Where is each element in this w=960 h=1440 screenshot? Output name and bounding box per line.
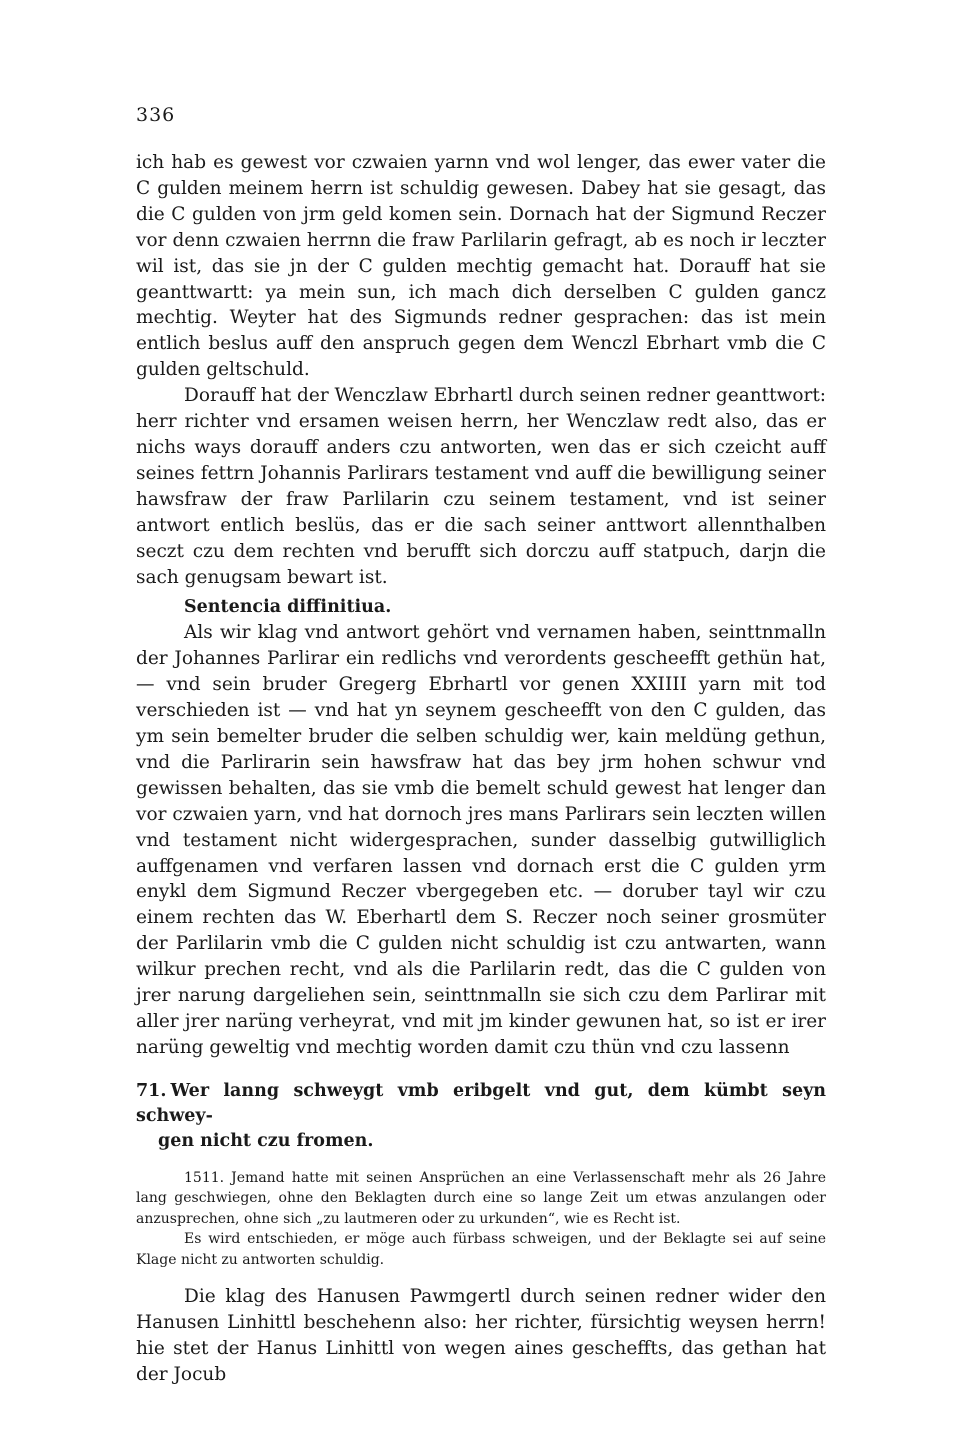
section-heading bbox=[136, 1079, 826, 1154]
body-text bbox=[136, 150, 826, 1388]
paragraph-answer: Dorauff hat der Wenczlaw Ebrhartl durch seinen redner geanttwort: herr richter vnd ersamen weisen herrn, her Wenczlaw redt also, das er nichs ways dorauff anders czu antworten, wen das er sich czeicht auff seines fettrn Johannis Parlirars testament vnd auff die bewilligung seiner hawsfraw der fraw Parlilarin czu seinem testament, vnd ist seiner antwort entlich beslüs, das er die sach seiner anttwort allennthalben seczt czu dem rechten vnd berufft sich dorczu auff statpuch, darjn die sach genugsam bewart ist. bbox=[136, 385, 826, 588]
summary-facts: 1511. Jemand hatte mit seinen Ansprüchen an eine Verlassenschaft mehr als 26 Jahre lang geschwiegen, ohne den Beklagten durch eine so lange Zeit um etwas anzulangen oder anzusprechen, ohne sich „zu lautmeren oder zu urkunden“, wie es Recht ist. bbox=[136, 1169, 826, 1227]
paragraph-continuation: ich hab es gewest vor czwaien yarnn vnd wol lenger, das ewer vater die C gulden meinem herrn ist schuldig gewesen. Dabey hat sie gesagt, das die C gulden von jrm geld komen sein. Dornach hat der Sigmund Reczer vor denn czwaien herrnn die fraw Parlilarin gefragt, ab es noch ir leczter wil ist, das sie jn der C gulden mechtig gemacht hat. Dorauff hat sie geanttwartt: ya mein sun, ich mach dich derselben C gulden gancz mechtig. Weyter hat des Sigmunds redner gesprachen: das ist mein entlich beslus auff den anspruch gegen dem Wenczl Ebrhart vmb die C gulden geltschuld. bbox=[136, 152, 826, 381]
section-title-line2: gen nicht czu fromen. bbox=[158, 1130, 374, 1151]
sentence-heading: Sentencia diffinitiua. bbox=[184, 597, 392, 618]
section-title-line1: Wer lanng schweygt vmb eribgelt vnd gut, dem kümbt seyn schwey- bbox=[136, 1080, 826, 1126]
summary-block bbox=[136, 1168, 826, 1271]
summary-decision: Es wird entschieden, er möge auch fürbass schweigen, und der Beklagte sei auf seine Klage nicht zu antworten schuldig. bbox=[136, 1231, 826, 1268]
final-paragraph: Die klag des Hanusen Pawmgertl durch seinen redner wider den Hanusen Linhittl beschehenn also: her richter, fürsichtig weysen herrn! hie stet der Hanus Linhittl von wegen aines gescheffts, das gethan hat der Jocub bbox=[136, 1286, 826, 1386]
section-number: 71. bbox=[136, 1080, 167, 1101]
sentence-paragraph: Als wir klag vnd antwort gehört vnd vernamen haben, seinttnmalln der Johannes Parlirar ein redlichs vnd verordents gescheefft gethün hat, — vnd sein bruder Gregerg Ebrhartl vor genen XXIIII yarn mit tod verschieden ist — vnd hat yn seynem gescheefft von den C gulden, das ym sein bemelter bruder die selben schuldig wer, kain meldüng gethun, vnd die Parlirarin sein hawsfraw hat das bey jrm hohen schwur vnd gewissen behalten, das sie vmb die bemelt schuld gewest hat lenger dan vor czwaien yarn, vnd hat dornoch jres mans Parlirars sein leczten willen vnd testament nicht widergesprachen, sunder dasselbig gutwilliglich auffgenamen vnd verfaren lassen vnd dornach erst die C gulden yrm enykl dem Sigmund Reczer vbergegeben etc. — doruber tayl wir czu einem rechten das W. Eberhartl dem S. Reczer noch seiner grosmüter der Parlilarin vmb die C gulden nicht schuldig ist czu antwarten, wann wilkur prechen recht, vnd als die Parlilarin redt, das die C gulden von jrer narung dargeliehen sein, seinttnmalln sie sich czu dem Parlirar mit aller jrer narüng verheyrat, vnd mit jm kinder gewunen hat, so ist er irer narüng geweltig vnd mechtig worden damit czu thün vnd czu lassenn bbox=[136, 622, 826, 1058]
page-number: 336 bbox=[136, 104, 176, 126]
